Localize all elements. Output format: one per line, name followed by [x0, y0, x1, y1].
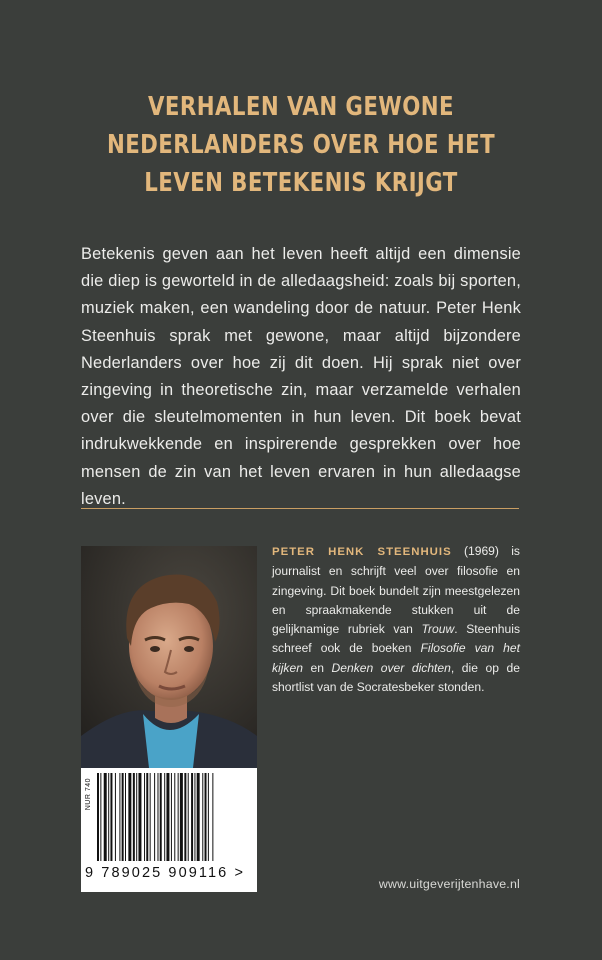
isbn-number: 9 789025 909116 >	[85, 865, 246, 881]
barcode-bars	[97, 773, 249, 861]
author-name: PETER HENK STEENHUIS	[272, 546, 452, 558]
barcode	[81, 768, 257, 892]
book-title: Denken over dichten	[331, 660, 451, 675]
book-title: Filosofie van het kijken	[272, 641, 520, 675]
headline	[54, 88, 548, 202]
headline-line: LEVEN BETEKENIS KRIJGT	[144, 168, 458, 198]
author-photo	[81, 546, 257, 768]
newspaper-title: Trouw	[421, 622, 455, 637]
author-bio	[272, 542, 520, 697]
bio-text: , die op de shortlist van de Socratesbeker stonden.	[272, 660, 520, 695]
divider	[81, 508, 519, 509]
bio-text: . Steenhuis schreef ook de boeken	[272, 622, 520, 656]
headline-line: VERHALEN VAN GEWONE	[148, 92, 454, 122]
bio-text: en	[302, 660, 332, 675]
bio-text: (1969) is journalist en schrijft veel over filosofie en zingeving. Dit boek bundelt zijn meestgelezen en spraakmakende stukken uit de gelijknamige rubriek van	[272, 544, 520, 637]
nur-code: NUR 740	[85, 778, 92, 811]
publisher-website[interactable]: www.uitgeverijtenhave.nl	[378, 877, 520, 891]
blurb-text: Betekenis geven aan het leven heeft altijd een dimensie die diep is geworteld in de alledaagsheid: zoals bij sporten, muziek maken, een wandeling door de natuur. Peter Henk Steenhuis sprak met gewone, maar altijd bijzondere Nederlanders over hoe zij dit doen. Hij sprak niet over zingeving in theoretische zin, maar verzamelde verhalen over die sleutelmomenten in hun leven. Dit boek bevat indrukwekkende en inspirerende gesprekken over hoe mensen de zin van het leven ervaren in hun alledaagse leven.	[81, 245, 521, 508]
headline-line: NEDERLANDERS OVER HOE HET	[106, 130, 496, 160]
